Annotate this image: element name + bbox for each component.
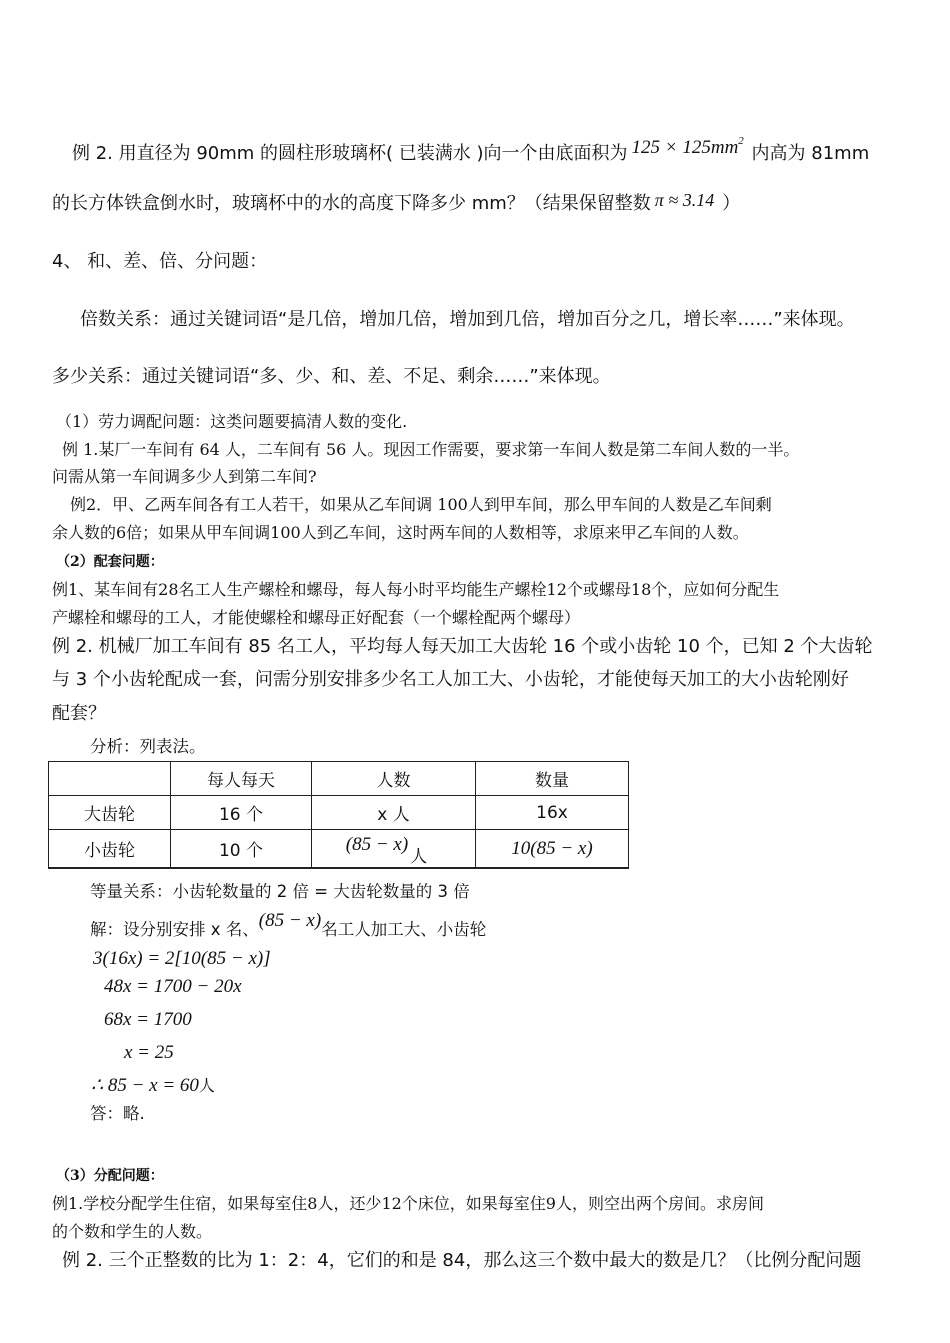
table-header-cell bbox=[49, 762, 171, 796]
pi-approx: π ≈ 3.14 bbox=[654, 190, 715, 210]
equation-4: x = 25 bbox=[124, 1042, 174, 1063]
answer: 答：略. bbox=[90, 1104, 145, 1123]
section-heading: 4、 和、差、倍、分问题： bbox=[52, 251, 268, 272]
equation-1: 3(16x) = 2[10(85 − x)] bbox=[93, 948, 271, 969]
table-cell-math: (85 − x) bbox=[345, 833, 409, 855]
labor-ex1-line2: 问需从第一车间调多少人到第二车间? bbox=[52, 467, 317, 486]
matching-heading: （2）配套问题： bbox=[56, 554, 164, 570]
table-cell: x 人 bbox=[312, 796, 476, 830]
close-paren: ） bbox=[722, 193, 741, 214]
table-header-cell: 数量 bbox=[476, 762, 629, 796]
solution-setup bbox=[90, 910, 487, 941]
distribution-ex2-line1: 例 2. 三个正整数的比为 1：2：4，它们的和是 84，那么这三个数中最大的数是几？（比例分配问题 bbox=[62, 1250, 862, 1271]
analysis-label: 分析：列表法。 bbox=[90, 737, 206, 756]
distribution-heading: （3）分配问题： bbox=[56, 1168, 164, 1184]
labor-ex2-line2: 余人数的6倍；如果从甲车间调100人到乙车间，这时两车间的人数相等，求原来甲乙车间的人数。 bbox=[52, 523, 749, 542]
equation-5 bbox=[91, 1073, 215, 1097]
table-header-row bbox=[49, 762, 629, 796]
equation-2: 48x = 1700 − 20x bbox=[104, 976, 242, 997]
setup-math: (85 − x) bbox=[258, 910, 322, 931]
equation-5-math: ∴ 85 − x = 60 bbox=[91, 1075, 199, 1096]
table-header-cell: 人数 bbox=[312, 762, 476, 796]
more-less-relation: 多少关系：通过关键词语“多、少、和、差、不足、剩余……”来体现。 bbox=[52, 366, 611, 387]
cup-example-question: 的长方体铁盒倒水时，玻璃杯中的水的高度下降多少 mm？（结果保留整数 bbox=[52, 193, 651, 214]
labor-ex2-line1: 例2．甲、乙两车间各有工人若干，如果从乙车间调 100人到甲车间，那么甲车间的人数是乙车间剩 bbox=[70, 495, 772, 514]
distribution-ex1-line1: 例1.学校分配学生住宿，如果每室住8人，还少12个床位，如果每室住9人，则空出两个房间。求房间 bbox=[52, 1194, 764, 1213]
gear-table bbox=[48, 761, 629, 869]
cup-example-text-end: 内高为 81mm bbox=[751, 143, 870, 164]
table-row bbox=[49, 830, 629, 869]
table-cell: 10 个 bbox=[171, 830, 312, 869]
table-cell-math: 10(85 − x) bbox=[511, 837, 593, 859]
setup-text-end: 名工人加工大、小齿轮 bbox=[321, 920, 487, 939]
table-cell bbox=[476, 830, 629, 869]
times-relation: 倍数关系：通过关键词语“是几倍，增加几倍，增加到几倍，增加百分之几，增长率……”来体现。 bbox=[80, 309, 855, 330]
table-cell: 16 个 bbox=[171, 796, 312, 830]
equation-5-unit: 人 bbox=[198, 1076, 215, 1095]
distribution-ex1-line2: 的个数和学生的人数。 bbox=[52, 1222, 213, 1241]
labor-heading: （1）劳力调配问题：这类问题要搞清人数的变化. bbox=[56, 412, 408, 431]
cup-example-text: 例 2. 用直径为 90mm 的圆柱形玻璃杯( 已装满水 )向一个由底面积为 bbox=[72, 143, 628, 164]
equal-relation: 等量关系：小齿轮数量的 2 倍 = 大齿轮数量的 3 倍 bbox=[90, 882, 470, 901]
area-formula: 125 × 125mm bbox=[631, 137, 739, 158]
table-cell: 大齿轮 bbox=[49, 796, 171, 830]
table-cell: 16x bbox=[476, 796, 629, 830]
cup-example-line2 bbox=[52, 189, 740, 215]
table-cell-unit: 人 bbox=[410, 846, 428, 867]
matching-ex1-line1: 例1、某车间有28名工人生产螺栓和螺母，每人每小时平均能生产螺栓12个或螺母18个，应如何分配生 bbox=[52, 580, 780, 599]
table-cell bbox=[312, 830, 476, 869]
setup-text: 解：设分别安排 x 名、 bbox=[90, 920, 259, 939]
cup-example-line1 bbox=[72, 135, 870, 165]
matching-ex2-line1: 例 2. 机械厂加工车间有 85 名工人，平均每人每天加工大齿轮 16 个或小齿轮 10 个，已知 2 个大齿轮 bbox=[52, 636, 873, 657]
labor-ex1-line1: 例 1.某厂一车间有 64 人，二车间有 56 人。现因工作需要，要求第一车间人数是第二车间人数的一半。 bbox=[62, 440, 800, 459]
table-cell: 小齿轮 bbox=[49, 830, 171, 869]
matching-ex2-line3: 配套？ bbox=[52, 703, 106, 724]
table-header-cell: 每人每天 bbox=[171, 762, 312, 796]
equation-3: 68x = 1700 bbox=[104, 1009, 192, 1030]
table-row bbox=[49, 796, 629, 830]
area-exponent: 2 bbox=[738, 135, 744, 147]
matching-ex1-line2: 产螺栓和螺母的工人，才能使螺栓和螺母正好配套（一个螺栓配两个螺母） bbox=[52, 608, 581, 627]
matching-ex2-line2: 与 3 个小齿轮配成一套，问需分别安排多少名工人加工大、小齿轮，才能使每天加工的大小齿轮刚好 bbox=[52, 669, 849, 690]
